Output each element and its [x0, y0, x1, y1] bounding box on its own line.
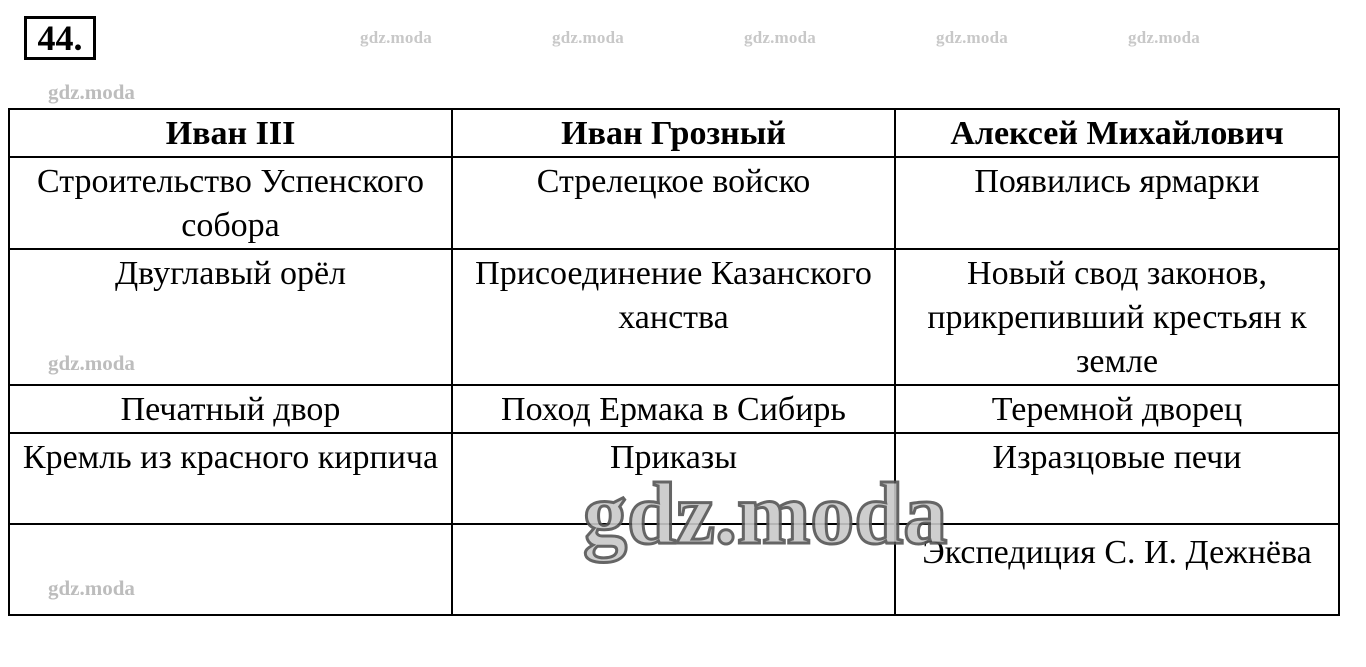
- watermark-left-mid: gdz.moda: [48, 351, 135, 375]
- header-ivan-iii: Иван III: [9, 109, 452, 157]
- watermark-center-big: gdz.moda: [583, 466, 948, 563]
- table-cell: Появились ярмарки: [895, 157, 1339, 249]
- table-cell: Приказы: [452, 433, 895, 524]
- table-cell: Печатный двор: [9, 385, 452, 433]
- table-cell: Экспедиция С. И. Дежнёва: [895, 524, 1339, 615]
- table-cell: [452, 524, 895, 615]
- table-cell: Кремль из красного кирпича: [9, 433, 452, 524]
- table-row: [9, 524, 1339, 615]
- watermark-top-1: gdz.moda: [360, 28, 432, 47]
- table-row: [9, 157, 1339, 249]
- table-cell: Строительство Успенского собора: [9, 157, 452, 249]
- comparison-table: [8, 108, 1340, 616]
- table-cell: Стрелецкое войско: [452, 157, 895, 249]
- table-row: [9, 385, 1339, 433]
- watermark-top-5: gdz.moda: [1128, 28, 1200, 47]
- table-row: [9, 433, 1339, 524]
- watermark-top-2: gdz.moda: [552, 28, 624, 47]
- watermark-top-4: gdz.moda: [936, 28, 1008, 47]
- table-cell: [9, 524, 452, 615]
- table-cell: Поход Ермака в Сибирь: [452, 385, 895, 433]
- table-row: [9, 249, 1339, 385]
- header-aleksey-mikhailovich: Алексей Михайлович: [895, 109, 1339, 157]
- watermark-top-3: gdz.moda: [744, 28, 816, 47]
- table-cell: Изразцовые печи: [895, 433, 1339, 524]
- header-ivan-grozny: Иван Грозный: [452, 109, 895, 157]
- table-cell: Новый свод законов, прикрепивший крестьян к земле: [895, 249, 1339, 385]
- table-header-row: [9, 109, 1339, 157]
- table-cell: Теремной дворец: [895, 385, 1339, 433]
- watermark-left-top: gdz.moda: [48, 80, 135, 104]
- table-cell: Присоединение Казанского ханства: [452, 249, 895, 385]
- task-number: 44.: [24, 16, 96, 60]
- watermark-left-bottom: gdz.moda: [48, 576, 135, 600]
- table-cell: Двуглавый орёл: [9, 249, 452, 385]
